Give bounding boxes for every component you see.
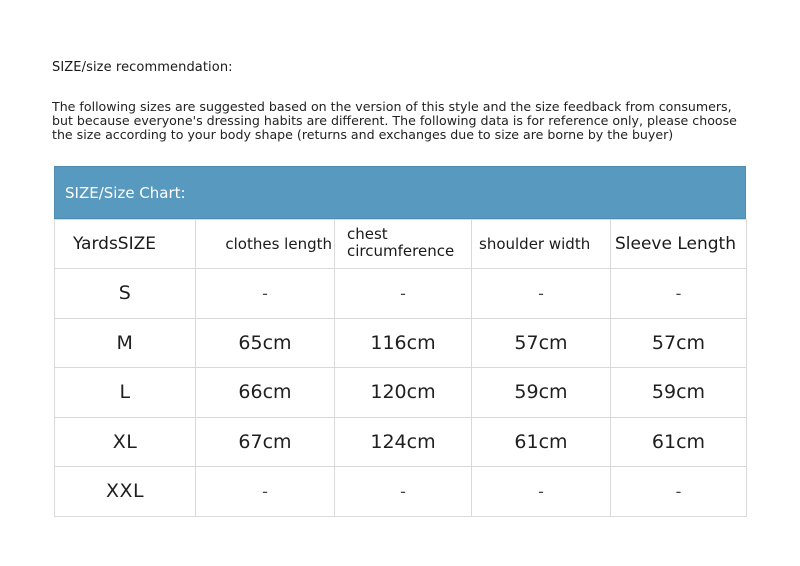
sleeve-cell: - xyxy=(611,269,747,319)
clothes-length-cell: 66cm xyxy=(196,368,335,418)
table-row xyxy=(55,318,747,368)
table-row xyxy=(55,467,747,517)
header-chest-circumference xyxy=(335,220,472,269)
table-row xyxy=(55,368,747,418)
sleeve-cell: 61cm xyxy=(611,417,747,467)
header-sleeve-length: Sleeve Length xyxy=(611,220,747,269)
sleeve-cell: 59cm xyxy=(611,368,747,418)
header-chest-line2: circumference xyxy=(347,242,455,260)
table-row xyxy=(55,417,747,467)
size-cell: S xyxy=(55,269,196,319)
size-cell: M xyxy=(55,318,196,368)
chest-cell: 116cm xyxy=(335,318,472,368)
chest-cell: 124cm xyxy=(335,417,472,467)
chest-cell: 120cm xyxy=(335,368,472,418)
size-cell: XL xyxy=(55,417,196,467)
clothes-length-cell: 67cm xyxy=(196,417,335,467)
header-clothes-length: clothes length xyxy=(196,220,335,269)
shoulder-cell: 57cm xyxy=(472,318,611,368)
header-shoulder-width: shoulder width xyxy=(472,220,611,269)
size-chart xyxy=(54,166,746,517)
size-cell: L xyxy=(55,368,196,418)
shoulder-cell: 59cm xyxy=(472,368,611,418)
clothes-length-cell: - xyxy=(196,467,335,517)
chest-cell: - xyxy=(335,467,472,517)
shoulder-cell: 61cm xyxy=(472,417,611,467)
shoulder-cell: - xyxy=(472,269,611,319)
table-body xyxy=(55,269,747,517)
table-row xyxy=(55,269,747,319)
clothes-length-cell: - xyxy=(196,269,335,319)
intro-text: The following sizes are suggested based on the version of this style and the size feedback from consumers, but because everyone's dressing habits are different. The following data is for reference only, please choose the size according to your body shape (returns and exchanges due to size are borne by the buyer) xyxy=(52,99,737,142)
clothes-length-cell: 65cm xyxy=(196,318,335,368)
header-size: YardsSIZE xyxy=(55,220,196,269)
table-header-row xyxy=(55,220,747,269)
size-table xyxy=(54,219,747,517)
size-chart-title: SIZE/Size Chart: xyxy=(54,166,746,219)
sleeve-cell: - xyxy=(611,467,747,517)
shoulder-cell: - xyxy=(472,467,611,517)
size-cell: XXL xyxy=(55,467,196,517)
header-chest-line1: chest xyxy=(347,225,388,243)
sleeve-cell: 57cm xyxy=(611,318,747,368)
page-heading: SIZE/size recommendation: xyxy=(52,60,233,75)
chest-cell: - xyxy=(335,269,472,319)
